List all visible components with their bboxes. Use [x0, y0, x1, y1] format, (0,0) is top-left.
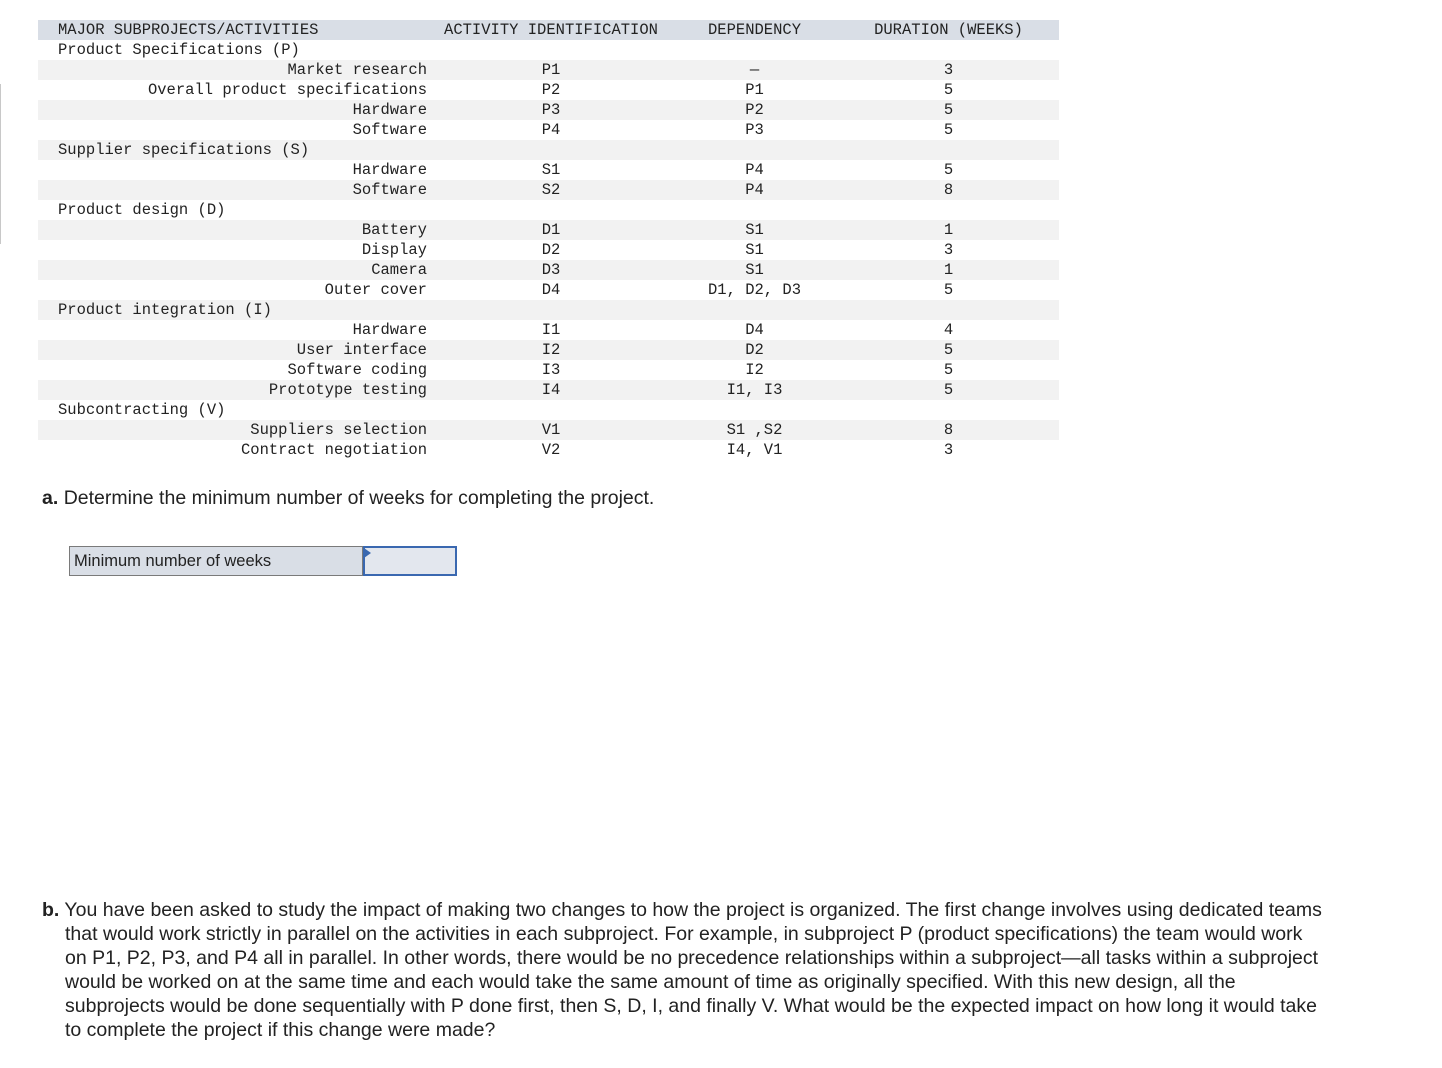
- activity-id: V2: [541, 441, 561, 459]
- minimum-weeks-input[interactable]: [363, 546, 457, 576]
- table-row: [38, 360, 1059, 380]
- table-row: [38, 440, 1059, 460]
- empty-cell: [671, 200, 838, 220]
- activity-dependency: S1: [745, 241, 764, 259]
- activity-name: Hardware: [352, 321, 427, 339]
- question-a-text: Determine the minimum number of weeks for completing the project.: [63, 487, 655, 509]
- table-group-row: [38, 140, 1059, 160]
- activity-dependency: D2: [671, 340, 838, 360]
- table-row: [38, 180, 1059, 200]
- header-dependency: DEPENDENCY: [671, 20, 838, 40]
- question-a: [42, 486, 654, 510]
- activity-name: Market research: [38, 60, 431, 80]
- header-duration: DURATION (WEEKS): [838, 20, 1059, 40]
- table-row: [38, 60, 1059, 80]
- activity-id: D1: [431, 220, 671, 240]
- table-group-row: [38, 40, 1059, 60]
- activity-dependency: I4, V1: [726, 441, 783, 459]
- subproject-name: Product integration (I): [38, 300, 431, 320]
- question-b-label: b.: [42, 899, 60, 921]
- activity-id: D3: [431, 260, 671, 280]
- activity-duration: 5: [943, 361, 954, 379]
- activity-name: Hardware: [352, 161, 427, 179]
- table-row: [38, 220, 1059, 240]
- table-row: [38, 100, 1059, 120]
- activity-id: P1: [431, 60, 671, 80]
- activity-id: I2: [431, 340, 671, 360]
- activity-dependency: D1, D2, D3: [707, 281, 801, 299]
- activity-name: Prototype testing: [38, 380, 431, 400]
- activity-duration: 5: [838, 380, 1059, 400]
- activity-duration: 8: [838, 180, 1059, 200]
- table-row: [38, 380, 1059, 400]
- activity-duration: 5: [943, 281, 954, 299]
- subproject-name: Supplier specifications (S): [38, 140, 431, 160]
- activity-id: I1: [541, 321, 561, 339]
- table-row: [38, 320, 1059, 340]
- activity-duration: 1: [838, 260, 1059, 280]
- empty-cell: [431, 40, 671, 60]
- table-row: [38, 280, 1059, 300]
- activity-name: Software: [352, 121, 427, 139]
- input-corner-marker: [364, 548, 371, 558]
- activity-duration: 3: [943, 241, 954, 259]
- subproject-name: Subcontracting (V): [58, 401, 226, 419]
- activity-dependency: —: [671, 60, 838, 80]
- table-row: [38, 420, 1059, 440]
- activity-id: V1: [431, 420, 671, 440]
- table-row: [38, 160, 1059, 180]
- activity-name: Software: [38, 180, 431, 200]
- activity-name: Software coding: [287, 361, 427, 379]
- empty-cell: [671, 400, 838, 420]
- empty-cell: [671, 140, 838, 160]
- empty-cell: [671, 40, 838, 60]
- activity-dependency: P3: [745, 121, 764, 139]
- empty-cell: [838, 140, 1059, 160]
- empty-cell: [431, 200, 671, 220]
- table-row: [38, 240, 1059, 260]
- question-b-text: You have been asked to study the impact of making two changes to how the project is organized. The first change involves using dedicated teams that would work strictly in parallel on the activities in each subproject. For example, in subproject P (product specifications) the team would work on P1, P2, P3, and P4 all in parallel. In other words, there would be no precedence relationships within a subproject—all tasks within a subproject would be worked on at the same time and each would take the same amount of time as originally specified. With this new design, all the subprojects would be done sequentially with P done first, then S, D, I, and finally V. What would be the expected impact on how long it would take to complete the project if this change were made?: [64, 899, 1322, 1041]
- question-b: [42, 898, 1325, 1042]
- activity-name: Camera: [38, 260, 431, 280]
- table-row: [38, 120, 1059, 140]
- table-row: [38, 80, 1059, 100]
- activity-dependency: P4: [671, 180, 838, 200]
- activity-name: Contract negotiation: [240, 441, 427, 459]
- activity-duration: 5: [838, 340, 1059, 360]
- activity-id: S1: [541, 161, 561, 179]
- activity-dependency: S1: [671, 260, 838, 280]
- activity-dependency: D4: [745, 321, 764, 339]
- activity-dependency: P2: [671, 100, 838, 120]
- empty-cell: [838, 40, 1059, 60]
- answer-label: Minimum number of weeks: [69, 546, 363, 576]
- activity-name: User interface: [38, 340, 431, 360]
- activity-name: Overall product specifications: [147, 81, 427, 99]
- activity-id: S2: [431, 180, 671, 200]
- empty-cell: [671, 300, 838, 320]
- activity-name: Display: [361, 241, 427, 259]
- table-group-row: [38, 200, 1059, 220]
- activity-duration: 8: [838, 420, 1059, 440]
- activity-id: P4: [541, 121, 561, 139]
- activity-dependency: I2: [745, 361, 764, 379]
- table-header-row: [38, 20, 1059, 40]
- table-group-row: [38, 300, 1059, 320]
- activity-duration: 5: [838, 100, 1059, 120]
- activity-id: P3: [431, 100, 671, 120]
- answer-row: [69, 546, 457, 576]
- table-group-row: [38, 400, 1059, 420]
- table-row: [38, 260, 1059, 280]
- empty-cell: [431, 400, 671, 420]
- activity-dependency: S1: [671, 220, 838, 240]
- subproject-name: Product design (D): [58, 201, 226, 219]
- activity-duration: 5: [943, 81, 954, 99]
- activity-id: I3: [541, 361, 561, 379]
- subproject-name: Product Specifications (P): [58, 41, 300, 59]
- activity-name: Battery: [38, 220, 431, 240]
- activity-dependency: P4: [745, 161, 764, 179]
- left-margin-rule: [0, 84, 1, 244]
- activity-duration: 1: [838, 220, 1059, 240]
- empty-cell: [838, 200, 1059, 220]
- activity-name: Hardware: [38, 100, 431, 120]
- activity-name: Suppliers selection: [38, 420, 431, 440]
- activity-duration: 3: [838, 60, 1059, 80]
- activity-id: D4: [541, 281, 561, 299]
- activity-duration: 5: [943, 161, 954, 179]
- header-activities: MAJOR SUBPROJECTS/ACTIVITIES: [38, 20, 431, 40]
- table-body: [38, 40, 1059, 460]
- activity-id: P2: [541, 81, 561, 99]
- empty-cell: [431, 140, 671, 160]
- activity-id: D2: [541, 241, 561, 259]
- activity-dependency: S1 ,S2: [671, 420, 838, 440]
- activity-table: [38, 20, 1059, 460]
- empty-cell: [431, 300, 671, 320]
- activity-dependency: P1: [745, 81, 764, 99]
- table-row: [38, 340, 1059, 360]
- activity-duration: 3: [943, 441, 954, 459]
- empty-cell: [838, 300, 1059, 320]
- activity-id: I4: [431, 380, 671, 400]
- activity-duration: 5: [943, 121, 954, 139]
- question-a-label: a.: [42, 487, 59, 509]
- activity-dependency: I1, I3: [671, 380, 838, 400]
- activity-duration: 4: [943, 321, 954, 339]
- header-activity-id: ACTIVITY IDENTIFICATION: [431, 20, 671, 40]
- empty-cell: [838, 400, 1059, 420]
- activity-name: Outer cover: [324, 281, 427, 299]
